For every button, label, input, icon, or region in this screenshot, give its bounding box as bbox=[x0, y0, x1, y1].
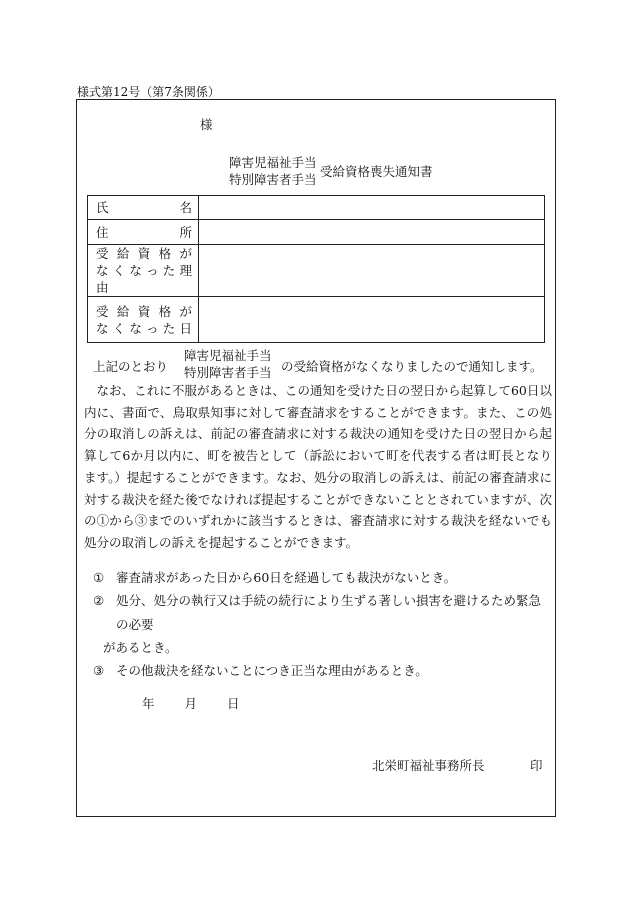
label-date-lost: 受 給 資 格 が な く な っ た 日 bbox=[88, 297, 199, 343]
issuer-name: 北栄町福祉事務所長 bbox=[372, 758, 485, 773]
form-number-label: 様式第12号（第7条関係） bbox=[77, 85, 220, 99]
date-month: 月 bbox=[184, 696, 197, 711]
addressee-suffix: 様 bbox=[200, 117, 213, 132]
table-row-reason bbox=[88, 245, 545, 297]
condition-number: ③ bbox=[93, 663, 105, 679]
label-reason: 受 給 資 格 が な く な っ た 理 由 bbox=[88, 245, 199, 297]
notice-main-text: の受給資格がなくなりましたので通知します。 bbox=[281, 359, 543, 374]
value-reason[interactable] bbox=[199, 245, 545, 297]
appeal-paragraph bbox=[84, 380, 552, 554]
value-address[interactable] bbox=[199, 220, 545, 245]
condition-text: 処分、処分の執行又は手続の続行により生ずる著しい損害を避けるため緊急の必要 bbox=[116, 593, 542, 632]
notice-allowance-1: 障害児福祉手当 bbox=[184, 348, 272, 363]
condition-number: ① bbox=[93, 570, 105, 585]
notice-allowance-stack bbox=[184, 347, 272, 381]
allowance-type-1: 障害児福祉手当 bbox=[229, 155, 317, 170]
date-line bbox=[142, 694, 239, 712]
list-item bbox=[93, 589, 548, 636]
allowance-type-2: 特別障害者手当 bbox=[229, 172, 317, 187]
condition-number: ② bbox=[93, 593, 105, 609]
table-row-date-lost bbox=[88, 297, 545, 343]
appeal-paragraph-text: なお、これに不服があるときは、この通知を受けた日の翌日から起算して60日以内に、書面で、鳥取県知事に対して審査請求をすることができます。また、この処分の取消しの訴えは、前記の審査請求に対する裁決の通知を受けた日の翌日から起算して6か月以内に、町を被告として（訴訟において町を代表する者は町長となります。）提起することができます。なお、処分の取消しの訴えは、前記の審査請求に対する裁決を経た後でなければ提起することができないこととされていますが、次の①から③までのいずれかに該当するときは、審査請求に対する裁決を経ないでも処分の取消しの訴えを提起することができます。 bbox=[84, 383, 552, 550]
value-date-lost[interactable] bbox=[199, 297, 545, 343]
list-item bbox=[93, 566, 548, 589]
condition-text: 審査請求があった日から60日を経過しても裁決がないとき。 bbox=[116, 570, 457, 585]
condition-text: その他裁決を経ないことにつき正当な理由があるとき。 bbox=[116, 663, 428, 679]
date-day: 日 bbox=[226, 696, 240, 711]
table-row-address bbox=[88, 220, 545, 245]
notice-lead-text: 上記のとおり bbox=[93, 359, 169, 374]
allowance-type-stack bbox=[229, 154, 317, 188]
seal-mark: 印 bbox=[530, 758, 543, 773]
date-year: 年 bbox=[142, 696, 155, 711]
condition-continuation: があるとき。 bbox=[103, 639, 178, 655]
list-item bbox=[93, 659, 548, 682]
conditions-list bbox=[93, 566, 548, 682]
notice-allowance-2: 特別障害者手当 bbox=[184, 365, 272, 380]
label-name: 氏 名 bbox=[88, 196, 199, 220]
document-title: 受給資格喪失通知書 bbox=[320, 164, 433, 179]
label-address: 住 所 bbox=[88, 220, 199, 245]
table-row-name bbox=[88, 196, 545, 220]
value-name[interactable] bbox=[199, 196, 545, 220]
recipient-info-table bbox=[87, 195, 545, 343]
